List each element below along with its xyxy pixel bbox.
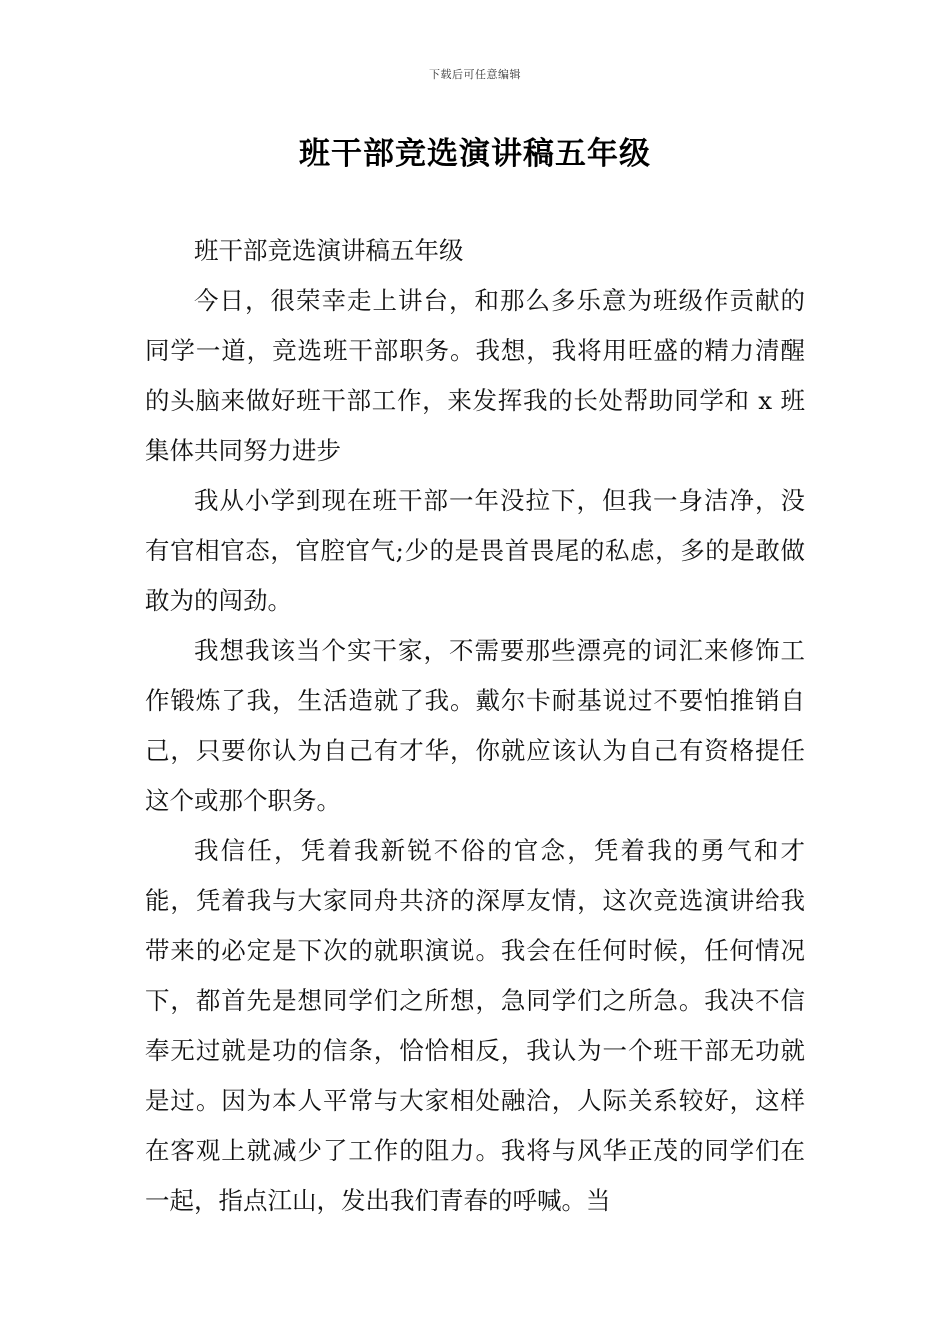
paragraph: 今日，很荣幸走上讲台，和那么多乐意为班级作贡献的同学一道，竞选班干部职务。我想，我将用旺盛的精力清醒的头脑来做好班干部工作，来发挥我的长处帮助同学和 x 班集体共同努力进步 <box>145 286 805 465</box>
header-note: 下载后可任意编辑 <box>429 68 521 81</box>
document-title: 班干部竞选演讲稿五年级 <box>299 136 651 172</box>
paragraph: 我信任，凭着我新锐不俗的官念，凭着我的勇气和才能，凭着我与大家同舟共济的深厚友情，这次竞选演讲给我带来的必定是下次的就职演说。我会在任何时候，任何情况下，都首先是想同学们之所想，急同学们之所急。我决不信奉无过就是功的信条，恰恰相反，我认为一个班干部无功就是过。因为本人平常与大家相处融洽，人际关系较好，这样在客观上就减少了工作的阻力。我将与风华正茂的同学们在一起，指点江山，发出我们青春的呼喊。当 <box>145 836 805 1215</box>
paragraph: 我从小学到现在班干部一年没拉下，但我一身洁净，没有官相官态，官腔官气;少的是畏首畏尾的私虑，多的是敢做敢为的闯劲。 <box>145 486 805 615</box>
paragraph-subtitle: 班干部竞选演讲稿五年级 <box>194 236 464 265</box>
paragraph: 我想我该当个实干家，不需要那些漂亮的词汇来修饰工作锻炼了我，生活造就了我。戴尔卡耐基说过不要怕推销自己，只要你认为自己有才华，你就应该认为自己有资格提任这个或那个职务。 <box>145 636 805 815</box>
document-body <box>145 226 805 1226</box>
